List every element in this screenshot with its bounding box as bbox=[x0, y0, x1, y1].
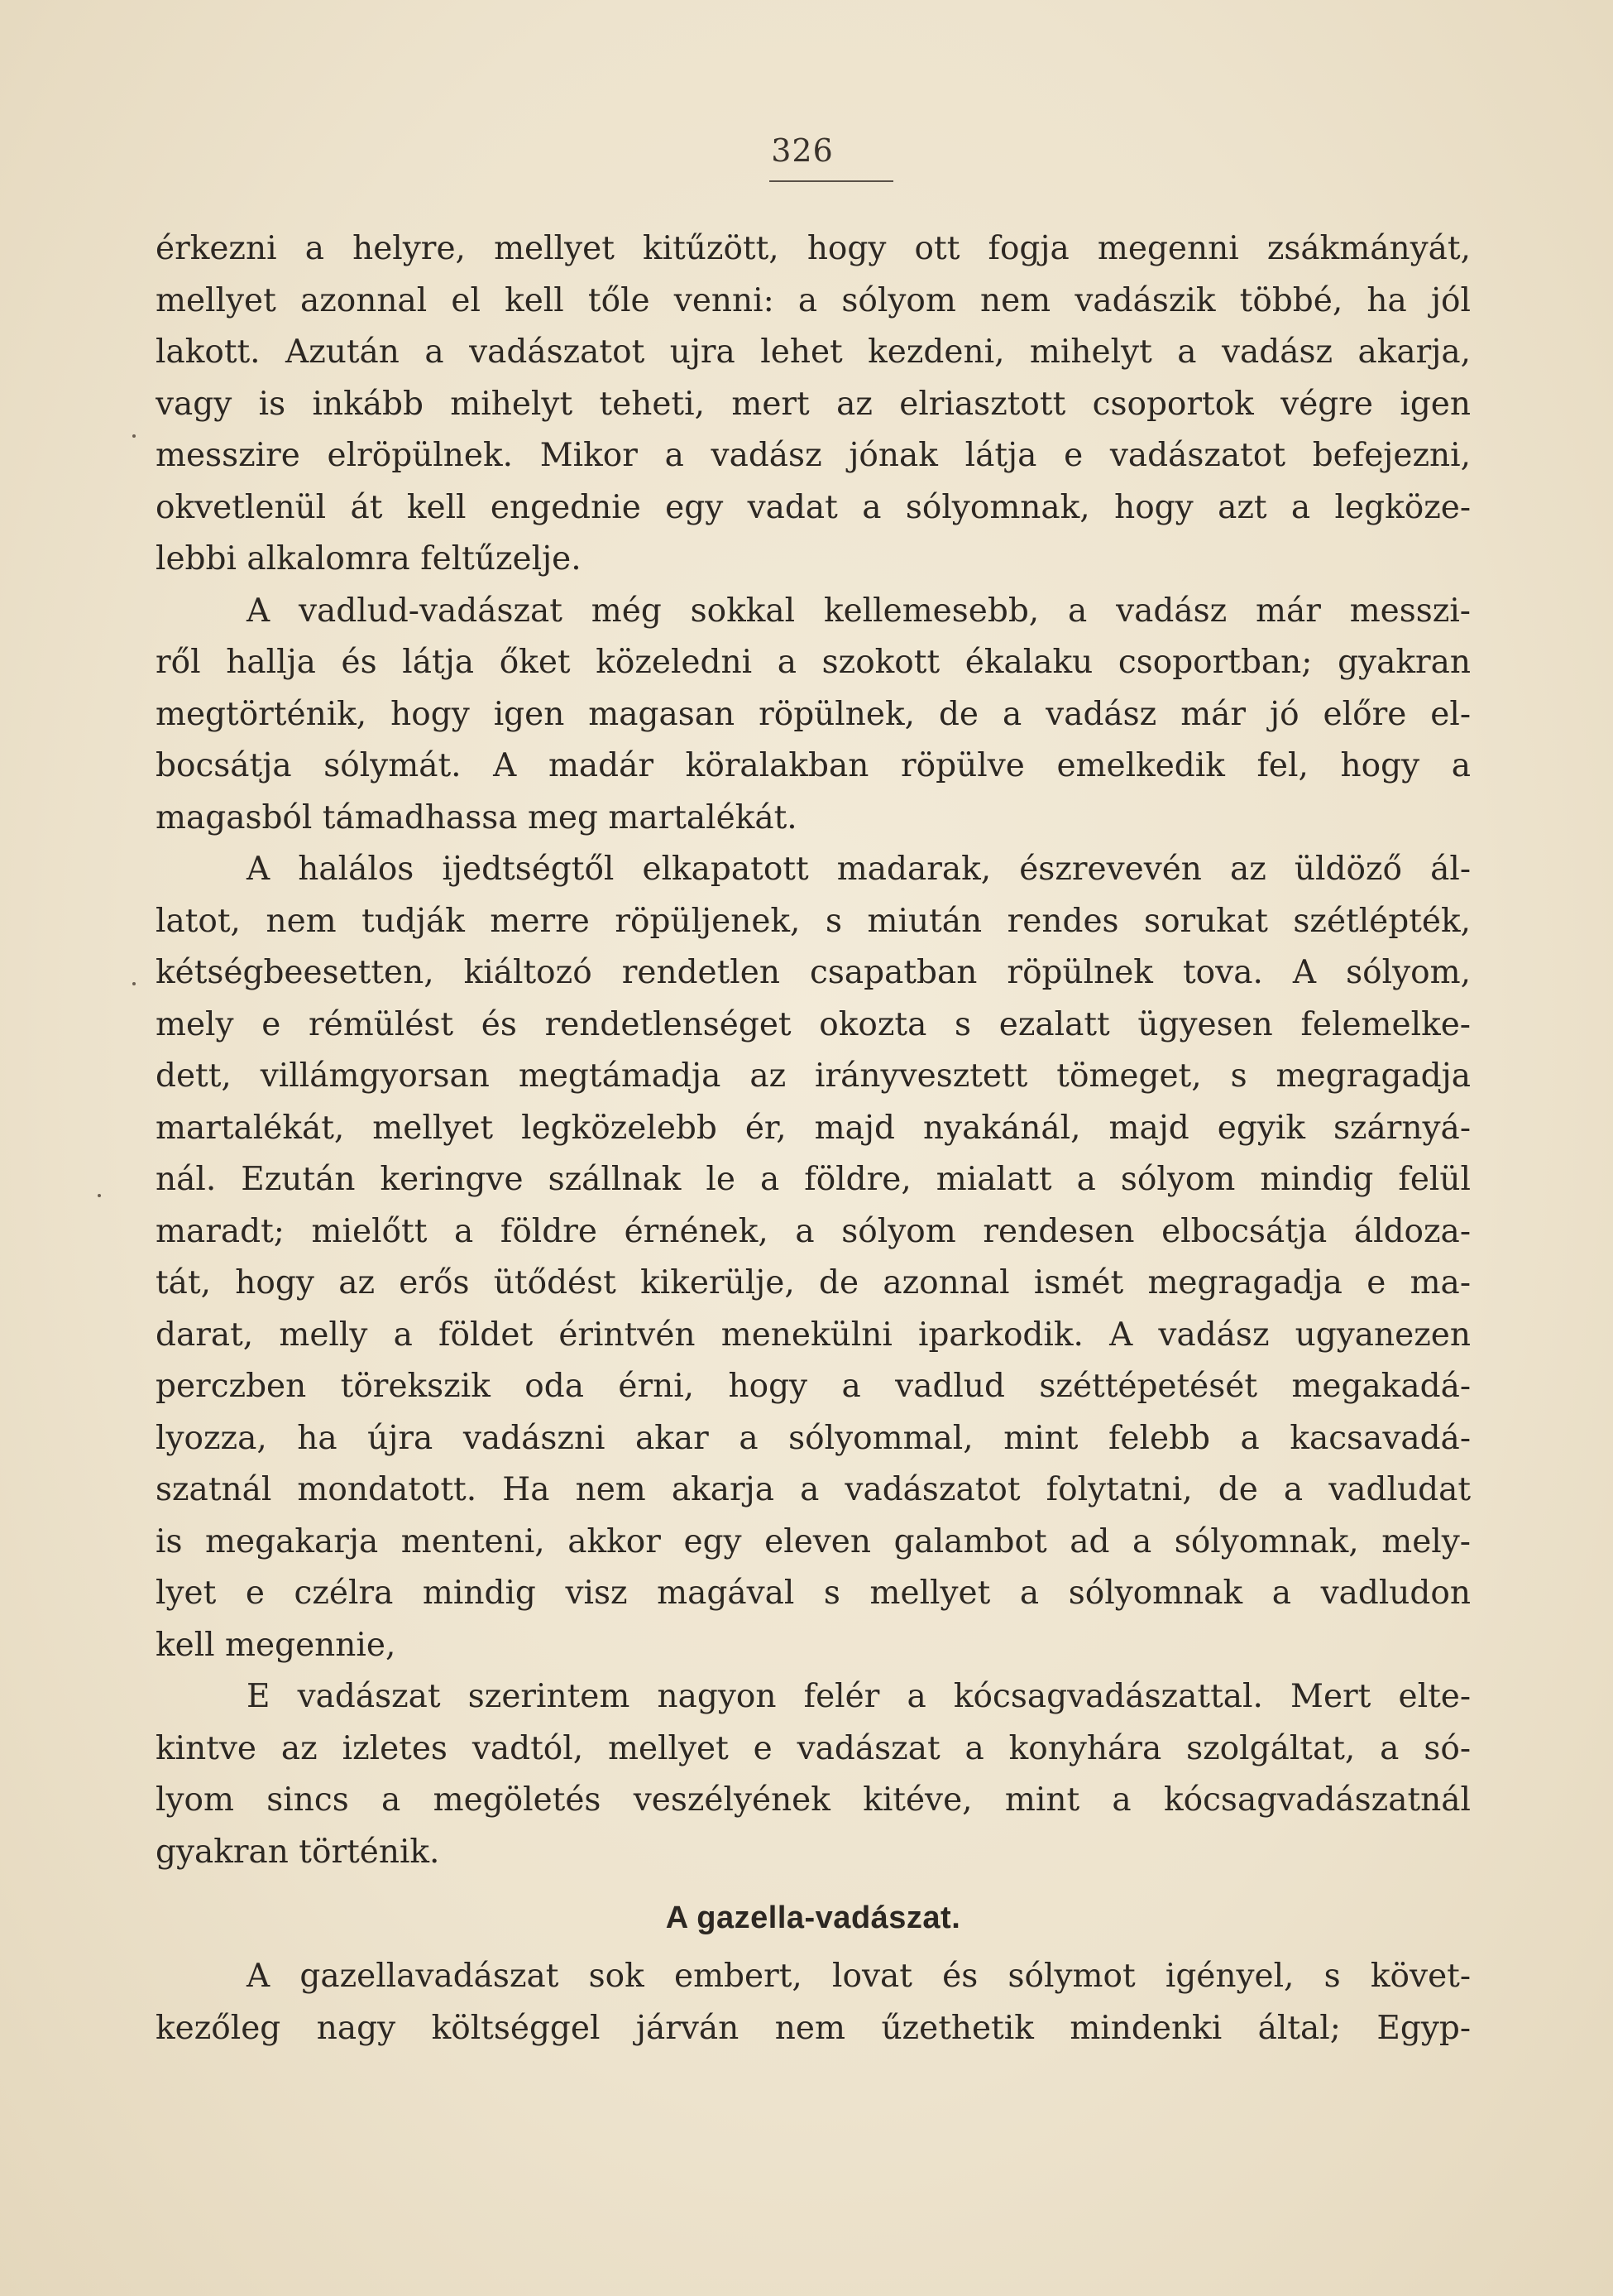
text-line: vagy is inkább mihelyt teheti, mert az elriasztott csoportok végre igen bbox=[156, 385, 1471, 423]
text-line: E vadászat szerintem nagyon felér a kócsagvadászattal. Mert elte- bbox=[246, 1678, 1471, 1715]
page-number-rule bbox=[769, 180, 893, 182]
text-line: gyakran történik. bbox=[156, 1833, 440, 1871]
text-line: okvetlenül át kell engednie egy vadat a sólyomnak, hogy azt a legköze- bbox=[156, 488, 1471, 526]
text-line: latot, nem tudják merre röpüljenek, s miután rendes sorukat szétlépték, bbox=[156, 902, 1471, 940]
text-line: szatnál mondatott. Ha nem akarja a vadászatot folytatni, de a vadludat bbox=[156, 1471, 1471, 1508]
text-line: bocsátja sólymát. A madár köralakban röpülve emelkedik fel, hogy a bbox=[156, 747, 1471, 784]
text-line: magasból támadhassa meg martalékát. bbox=[156, 798, 797, 836]
margin-speck bbox=[98, 1194, 101, 1197]
margin-speck bbox=[132, 434, 136, 438]
page-number: 326 bbox=[771, 132, 834, 169]
text-line: is megakarja menteni, akkor egy eleven galambot ad a sólyomnak, mely- bbox=[156, 1522, 1471, 1560]
paragraph bbox=[156, 1671, 1471, 1878]
text-line: perczben törekszik oda érni, hogy a vadlud széttépetését megakadá- bbox=[156, 1368, 1471, 1405]
text-line: mely e rémülést és rendetlenséget okozta s ezalatt ügyesen felemelke- bbox=[156, 1005, 1471, 1043]
text-line: lyet e czélra mindig visz magával s mellyet a sólyomnak a vadludon bbox=[156, 1575, 1471, 1612]
text-line: A vadlud-vadászat még sokkal kellemesebb, a vadász már messzi- bbox=[246, 592, 1471, 630]
text-line: martalékát, mellyet legközelebb ér, majd nyakánál, majd egyik szárnyá- bbox=[156, 1109, 1471, 1147]
text-line: érkezni a helyre, mellyet kitűzött, hogy ott fogja megenni zsákmányát, bbox=[156, 230, 1471, 267]
text-line: lebbi alkalomra feltűzelje. bbox=[156, 540, 582, 578]
paragraph bbox=[156, 1951, 1471, 2054]
text-line: dett, villámgyorsan megtámadja az irányvesztett tömeget, s megragadja bbox=[156, 1057, 1471, 1095]
text-line: kintve az izletes vadtól, mellyet e vadászat a konyhára szolgáltat, a só- bbox=[156, 1729, 1471, 1767]
text-line: darat, melly a földet érintvén menekülni iparkodik. A vadász ugyanezen bbox=[156, 1316, 1471, 1354]
text-line: A halálos ijedtségtől elkapatott madarak, észrevevén az üldöző ál- bbox=[246, 851, 1471, 888]
paragraph bbox=[156, 223, 1471, 586]
text-line: lakott. Azután a vadászatot ujra lehet kezdeni, mihelyt a vadász akarja, bbox=[156, 333, 1471, 371]
text-line: maradt; mielőtt a földre érnének, a sólyom rendesen elbocsátja áldoza- bbox=[156, 1212, 1471, 1250]
text-line: kétségbeesetten, kiáltozó rendetlen csapatban röpülnek tova. A sólyom, bbox=[156, 954, 1471, 991]
text-line: nál. Ezután keringve szállnak le a földre, mialatt a sólyom mindig felül bbox=[156, 1161, 1471, 1198]
text-line: ről hallja és látja őket közeledni a szokott ékalaku csoportban; gyakran bbox=[156, 644, 1471, 681]
paragraph bbox=[156, 586, 1471, 845]
text-line: kezőleg nagy költséggel járván nem űzethetik mindenki által; Egyp- bbox=[156, 2009, 1471, 2047]
text-line: tát, hogy az erős ütődést kikerülje, de azonnal ismét megragadja e ma- bbox=[156, 1264, 1471, 1301]
margin-speck bbox=[132, 982, 136, 985]
text-line: lyom sincs a megöletés veszélyének kitéve, mint a kócsagvadászatnál bbox=[156, 1781, 1471, 1819]
text-line: messzire elröpülnek. Mikor a vadász jónak látja e vadászatot befejezni, bbox=[156, 437, 1471, 474]
text-line: A gazellavadászat sok embert, lovat és sólymot igényel, s követ- bbox=[246, 1958, 1471, 1995]
section-heading: A gazella-vadászat. bbox=[665, 1901, 961, 1935]
text-line: mellyet azonnal el kell tőle venni: a sólyom nem vadászik többé, ha jól bbox=[156, 281, 1471, 319]
paragraph bbox=[156, 844, 1471, 1671]
text-column bbox=[156, 223, 1471, 2054]
text-line: megtörténik, hogy igen magasan röpülnek, de a vadász már jó előre el- bbox=[156, 695, 1471, 733]
text-line: kell megennie, bbox=[156, 1626, 396, 1664]
text-line: lyozza, ha újra vadászni akar a sólyommal, mint felebb a kacsavadá- bbox=[156, 1419, 1471, 1457]
